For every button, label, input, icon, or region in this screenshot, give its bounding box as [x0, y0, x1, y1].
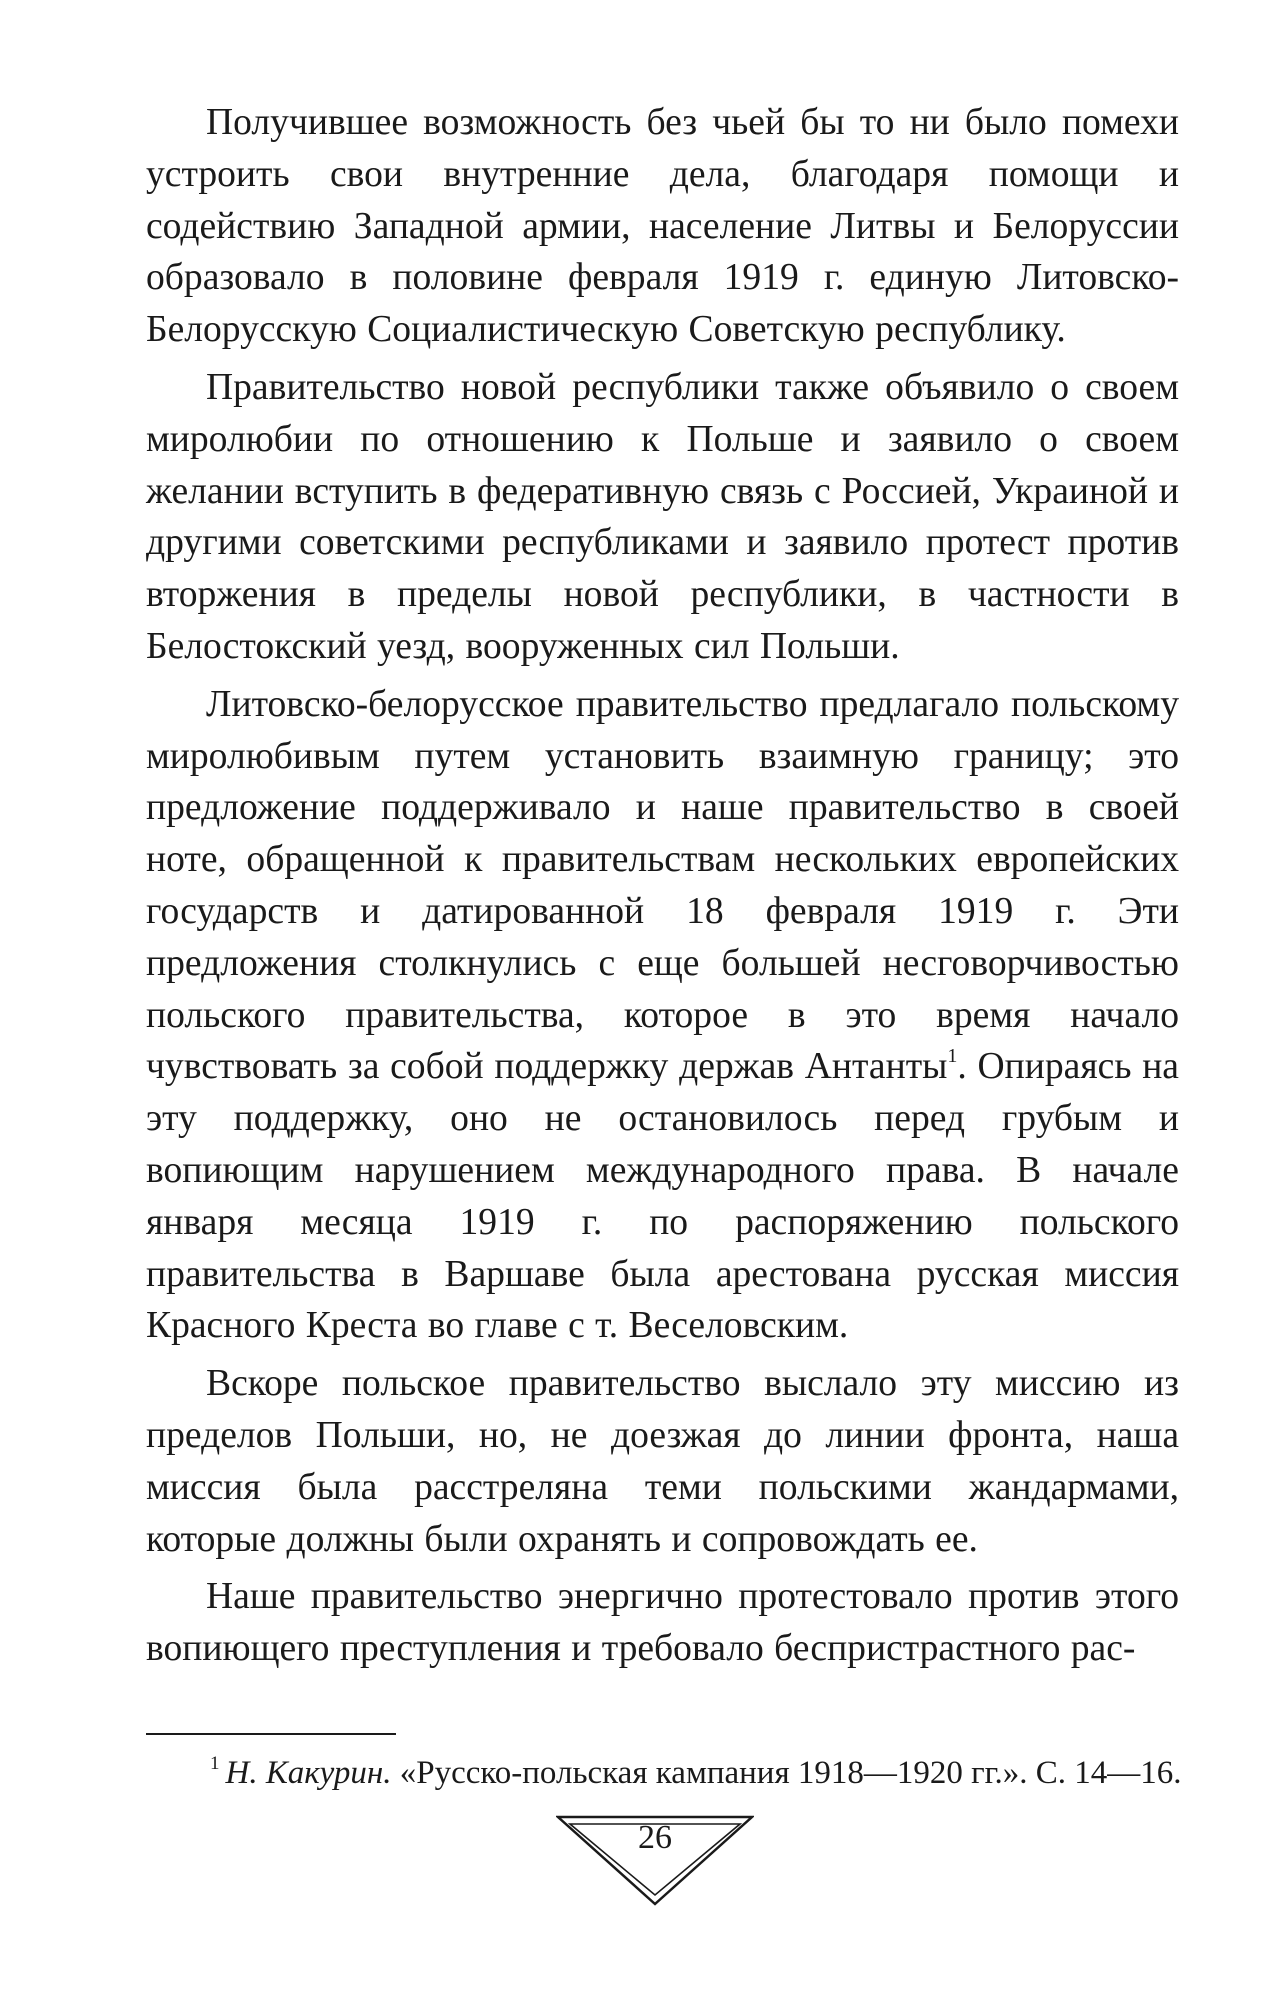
- paragraph: [146, 679, 1179, 1352]
- footnote-separator: [146, 1733, 396, 1735]
- paragraph: Наше правительство энергично протестовало против этого вопиющего преступления и требовало беспристрастного рас-: [146, 1576, 1179, 1670]
- footnote-marker: 1: [210, 1753, 220, 1774]
- paragraph-text: Литовско-белорусское правительство предлагало польскому миролюбивым путем установить взаимную границу; это предложение поддерживало и наше правительство в своей ноте, обращенной к правительствам нескольких европейских государств и датированной 18 февраля 1919 г. Эти предложения столкнулись с еще большей несговорчивостью польского правительства, которое в это время начало чувствовать за собой поддержку держав Антанты: [146, 683, 1179, 1088]
- paragraph: Получившее возможность без чьей бы то ни было помехи устроить свои внутренние дела, благодаря помощи и содействию Западной армии, население Литвы и Белоруссии образовало в половине февраля 1919 г. единую Литовско-Белорусскую Социалистическую Советскую республику.: [146, 102, 1179, 351]
- paragraph: Правительство новой республики также объявило о своем миролюбии по отношению к Польше и заявило о своем желании вступить в федеративную связь с Россией, Украиной и другими советскими республиками и заявило протест против вторжения в пределы новой республики, в частности в Белостокский уезд, вооруженных сил Польши.: [146, 366, 1179, 667]
- footnote-author: Н. Какурин.: [225, 1755, 392, 1791]
- main-text: [146, 97, 1179, 1681]
- paragraph-text: . Опираясь на эту поддержку, оно не остановилось перед грубым и вопиющим нарушением международного права. В начале января месяца 1919 г. по распоряжению польского правительства в Варшаве была арестована русская миссия Красного Креста во главе с т. Веселовским.: [146, 1046, 1179, 1347]
- paragraph: Вскоре польское правительство выслало эту миссию из пределов Польши, но, не доезжая до линии фронта, наша миссия была расстреляна теми польскими жандармами, которые должны были охранять и сопровождать ее.: [146, 1363, 1179, 1560]
- footnote-reference: 1: [947, 1045, 958, 1068]
- page-number: 26: [638, 1819, 672, 1856]
- footnote: [210, 1751, 1210, 1795]
- footnote-text: «Русско-польская кампания 1918—1920 гг.». С. 14—16.: [391, 1755, 1182, 1791]
